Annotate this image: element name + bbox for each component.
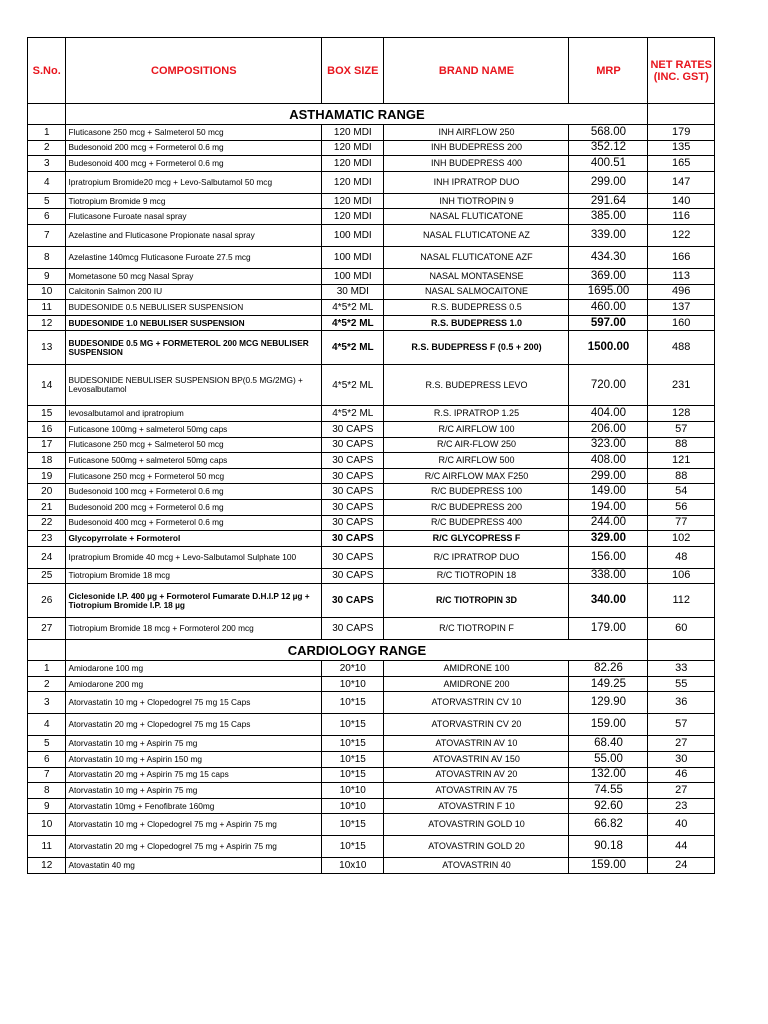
table-row bbox=[28, 193, 715, 209]
cell-brand: ATOVASTRIN AV 20 bbox=[384, 767, 569, 783]
cell-sno: 6 bbox=[28, 752, 66, 768]
cell-net: 40 bbox=[648, 814, 715, 836]
cell-brand: R/C GLYCOPRESS F bbox=[384, 531, 569, 547]
cell-sno: 10 bbox=[28, 814, 66, 836]
cell-box: 30 CAPS bbox=[322, 584, 384, 618]
cell-box: 30 CAPS bbox=[322, 546, 384, 568]
cell-brand: R/C AIRFLOW 100 bbox=[384, 421, 569, 437]
table-row bbox=[28, 140, 715, 156]
table-row bbox=[28, 300, 715, 316]
cell-brand: NASAL FLUTICATONE AZ bbox=[384, 224, 569, 246]
cell-sno: 4 bbox=[28, 171, 66, 193]
section-title: ASTHAMATIC RANGE bbox=[66, 104, 648, 125]
cell-mrp: 460.00 bbox=[569, 300, 648, 316]
cell-box: 10*15 bbox=[322, 767, 384, 783]
header-row bbox=[28, 38, 715, 104]
cell-net: 57 bbox=[648, 714, 715, 736]
cell-net: 231 bbox=[648, 365, 715, 406]
cell-net: 56 bbox=[648, 499, 715, 515]
cell-comp: Atorvastatin 20 mg + Clopedogrel 75 mg + Aspirin 75 mg bbox=[66, 836, 322, 858]
cell-brand: ATORVASTRIN CV 10 bbox=[384, 692, 569, 714]
cell-net: 488 bbox=[648, 331, 715, 365]
cell-comp: Atorvastatin 10 mg + Aspirin 75 mg bbox=[66, 736, 322, 752]
cell-mrp: 149.25 bbox=[569, 676, 648, 692]
table-row bbox=[28, 546, 715, 568]
cell-net: 88 bbox=[648, 468, 715, 484]
cell-sno: 24 bbox=[28, 546, 66, 568]
cell-box: 120 MDI bbox=[322, 156, 384, 172]
table-row bbox=[28, 125, 715, 141]
cell-comp: Calcitonin Salmon 200 IU bbox=[66, 284, 322, 300]
cell-sno: 2 bbox=[28, 676, 66, 692]
header-box-size: BOX SIZE bbox=[322, 38, 384, 104]
table-row bbox=[28, 515, 715, 531]
cell-box: 4*5*2 ML bbox=[322, 365, 384, 406]
cell-box: 120 MDI bbox=[322, 209, 384, 225]
section-header-spacer bbox=[28, 104, 66, 125]
cell-net: 30 bbox=[648, 752, 715, 768]
cell-box: 30 CAPS bbox=[322, 568, 384, 584]
cell-sno: 27 bbox=[28, 618, 66, 640]
cell-brand: ATOVASTRIN 40 bbox=[384, 858, 569, 874]
header-net-rates: NET RATES (INC. GST) bbox=[648, 38, 715, 104]
cell-net: 54 bbox=[648, 484, 715, 500]
table-row bbox=[28, 767, 715, 783]
cell-sno: 2 bbox=[28, 140, 66, 156]
cell-brand: R/C IPRATROP DUO bbox=[384, 546, 569, 568]
price-list-table bbox=[27, 37, 715, 874]
cell-net: 27 bbox=[648, 783, 715, 799]
cell-mrp: 159.00 bbox=[569, 714, 648, 736]
table-row bbox=[28, 836, 715, 858]
cell-net: 102 bbox=[648, 531, 715, 547]
cell-mrp: 369.00 bbox=[569, 268, 648, 284]
cell-sno: 20 bbox=[28, 484, 66, 500]
cell-box: 30 CAPS bbox=[322, 421, 384, 437]
cell-brand: R/C AIRFLOW MAX F250 bbox=[384, 468, 569, 484]
cell-net: 113 bbox=[648, 268, 715, 284]
cell-box: 100 MDI bbox=[322, 268, 384, 284]
cell-brand: R.S. BUDEPRESS 0.5 bbox=[384, 300, 569, 316]
cell-brand: INH BUDEPRESS 200 bbox=[384, 140, 569, 156]
table-row bbox=[28, 209, 715, 225]
cell-net: 106 bbox=[648, 568, 715, 584]
cell-comp: Fluticasone 250 mcg + Salmeterol 50 mcg bbox=[66, 437, 322, 453]
table-row bbox=[28, 783, 715, 799]
cell-box: 10*15 bbox=[322, 814, 384, 836]
cell-box: 30 CAPS bbox=[322, 531, 384, 547]
cell-mrp: 352.12 bbox=[569, 140, 648, 156]
cell-box: 4*5*2 ML bbox=[322, 406, 384, 422]
cell-brand: R.S. BUDEPRESS F (0.5 + 200) bbox=[384, 331, 569, 365]
cell-net: 27 bbox=[648, 736, 715, 752]
cell-sno: 3 bbox=[28, 692, 66, 714]
cell-comp: Ipratropium Bromide 40 mcg + Levo-Salbutamol Sulphate 100 bbox=[66, 546, 322, 568]
cell-comp: Atorvastatin 10 mg + Aspirin 150 mg bbox=[66, 752, 322, 768]
cell-comp: Atorvastatin 10 mg + Clopedogrel 75 mg + Aspirin 75 mg bbox=[66, 814, 322, 836]
cell-brand: R/C TIOTROPIN 3D bbox=[384, 584, 569, 618]
cell-box: 30 CAPS bbox=[322, 484, 384, 500]
cell-sno: 14 bbox=[28, 365, 66, 406]
cell-comp: Fluticasone 250 mcg + Formeterol 50 mcg bbox=[66, 468, 322, 484]
cell-mrp: 299.00 bbox=[569, 468, 648, 484]
cell-sno: 15 bbox=[28, 406, 66, 422]
cell-brand: R/C BUDEPRESS 100 bbox=[384, 484, 569, 500]
cell-brand: AMIDRONE 100 bbox=[384, 661, 569, 677]
cell-brand: R/C AIR-FLOW 250 bbox=[384, 437, 569, 453]
table-row bbox=[28, 736, 715, 752]
cell-sno: 7 bbox=[28, 224, 66, 246]
cell-comp: Tiotropium Bromide 18 mcg + Formoterol 200 mcg bbox=[66, 618, 322, 640]
cell-comp: BUDESONIDE NEBULISER SUSPENSION BP(0.5 MG/2MG) + Levosalbutamol bbox=[66, 365, 322, 406]
cell-mrp: 179.00 bbox=[569, 618, 648, 640]
cell-brand: ATOVASTRIN GOLD 10 bbox=[384, 814, 569, 836]
cell-sno: 26 bbox=[28, 584, 66, 618]
table-row bbox=[28, 676, 715, 692]
cell-net: 116 bbox=[648, 209, 715, 225]
header-brand-name: BRAND NAME bbox=[384, 38, 569, 104]
cell-comp: Azelastine and Fluticasone Propionate nasal spray bbox=[66, 224, 322, 246]
cell-box: 30 CAPS bbox=[322, 453, 384, 469]
table-row bbox=[28, 531, 715, 547]
cell-box: 30 CAPS bbox=[322, 618, 384, 640]
cell-brand: ATOVASTRIN AV 75 bbox=[384, 783, 569, 799]
cell-sno: 6 bbox=[28, 209, 66, 225]
cell-mrp: 329.00 bbox=[569, 531, 648, 547]
cell-box: 100 MDI bbox=[322, 246, 384, 268]
cell-comp: Glycopyrrolate + Formoterol bbox=[66, 531, 322, 547]
table-row bbox=[28, 499, 715, 515]
cell-mrp: 74.55 bbox=[569, 783, 648, 799]
cell-comp: Futicasone 500mg + salmeterol 50mg caps bbox=[66, 453, 322, 469]
cell-mrp: 66.82 bbox=[569, 814, 648, 836]
cell-comp: Tiotropium Bromide 9 mcg bbox=[66, 193, 322, 209]
cell-mrp: 1695.00 bbox=[569, 284, 648, 300]
cell-brand: NASAL FLUTICATONE bbox=[384, 209, 569, 225]
cell-comp: Atovastatin 40 mg bbox=[66, 858, 322, 874]
cell-sno: 8 bbox=[28, 246, 66, 268]
cell-box: 30 CAPS bbox=[322, 515, 384, 531]
cell-net: 24 bbox=[648, 858, 715, 874]
cell-net: 135 bbox=[648, 140, 715, 156]
cell-comp: Budesonoid 200 mcg + Formeterol 0.6 mg bbox=[66, 499, 322, 515]
table-row bbox=[28, 814, 715, 836]
cell-net: 112 bbox=[648, 584, 715, 618]
cell-mrp: 323.00 bbox=[569, 437, 648, 453]
section-header-spacer bbox=[648, 104, 715, 125]
cell-box: 4*5*2 ML bbox=[322, 315, 384, 331]
cell-mrp: 404.00 bbox=[569, 406, 648, 422]
table-row bbox=[28, 484, 715, 500]
cell-brand: R/C BUDEPRESS 200 bbox=[384, 499, 569, 515]
cell-mrp: 339.00 bbox=[569, 224, 648, 246]
cell-mrp: 597.00 bbox=[569, 315, 648, 331]
cell-comp: Fluticasone Furoate nasal spray bbox=[66, 209, 322, 225]
cell-comp: BUDESONIDE 1.0 NEBULISER SUSPENSION bbox=[66, 315, 322, 331]
cell-box: 120 MDI bbox=[322, 193, 384, 209]
cell-net: 137 bbox=[648, 300, 715, 316]
cell-sno: 12 bbox=[28, 858, 66, 874]
cell-mrp: 244.00 bbox=[569, 515, 648, 531]
cell-brand: NASAL MONTASENSE bbox=[384, 268, 569, 284]
cell-sno: 19 bbox=[28, 468, 66, 484]
cell-comp: Mometasone 50 mcg Nasal Spray bbox=[66, 268, 322, 284]
cell-brand: R.S. IPRATROP 1.25 bbox=[384, 406, 569, 422]
cell-box: 10*15 bbox=[322, 752, 384, 768]
cell-brand: INH AIRFLOW 250 bbox=[384, 125, 569, 141]
cell-brand: R/C TIOTROPIN F bbox=[384, 618, 569, 640]
cell-box: 30 CAPS bbox=[322, 499, 384, 515]
cell-brand: ATOVASTRIN AV 150 bbox=[384, 752, 569, 768]
cell-sno: 16 bbox=[28, 421, 66, 437]
cell-mrp: 156.00 bbox=[569, 546, 648, 568]
cell-box: 10*15 bbox=[322, 714, 384, 736]
cell-comp: Atorvastatin 10 mg + Clopedogrel 75 mg 15 Caps bbox=[66, 692, 322, 714]
cell-mrp: 206.00 bbox=[569, 421, 648, 437]
cell-comp: Tiotropium Bromide 18 mcg bbox=[66, 568, 322, 584]
cell-box: 120 MDI bbox=[322, 140, 384, 156]
cell-sno: 4 bbox=[28, 714, 66, 736]
cell-net: 33 bbox=[648, 661, 715, 677]
cell-comp: BUDESONIDE 0.5 MG + FORMETEROL 200 MCG NEBULISER SUSPENSION bbox=[66, 331, 322, 365]
table-row bbox=[28, 692, 715, 714]
cell-brand: R/C BUDEPRESS 400 bbox=[384, 515, 569, 531]
table-row bbox=[28, 315, 715, 331]
cell-net: 496 bbox=[648, 284, 715, 300]
table-row bbox=[28, 858, 715, 874]
table-row bbox=[28, 798, 715, 814]
cell-box: 30 MDI bbox=[322, 284, 384, 300]
cell-mrp: 129.90 bbox=[569, 692, 648, 714]
cell-mrp: 159.00 bbox=[569, 858, 648, 874]
cell-box: 20*10 bbox=[322, 661, 384, 677]
cell-brand: NASAL SALMOCAITONE bbox=[384, 284, 569, 300]
cell-box: 10*10 bbox=[322, 798, 384, 814]
cell-mrp: 92.60 bbox=[569, 798, 648, 814]
cell-comp: Azelastine 140mcg Fluticasone Furoate 27.5 mcg bbox=[66, 246, 322, 268]
cell-net: 147 bbox=[648, 171, 715, 193]
table-row bbox=[28, 661, 715, 677]
cell-brand: INH BUDEPRESS 400 bbox=[384, 156, 569, 172]
cell-sno: 5 bbox=[28, 736, 66, 752]
cell-net: 166 bbox=[648, 246, 715, 268]
cell-mrp: 299.00 bbox=[569, 171, 648, 193]
cell-box: 100 MDI bbox=[322, 224, 384, 246]
cell-sno: 1 bbox=[28, 661, 66, 677]
table-row bbox=[28, 331, 715, 365]
cell-comp: Fluticasone 250 mcg + Salmeterol 50 mcg bbox=[66, 125, 322, 141]
cell-net: 46 bbox=[648, 767, 715, 783]
cell-brand: R.S. BUDEPRESS 1.0 bbox=[384, 315, 569, 331]
cell-sno: 1 bbox=[28, 125, 66, 141]
header-compositions: COMPOSITIONS bbox=[66, 38, 322, 104]
cell-comp: Ipratropium Bromide20 mcg + Levo-Salbutamol 50 mcg bbox=[66, 171, 322, 193]
table-row bbox=[28, 437, 715, 453]
table-row bbox=[28, 714, 715, 736]
cell-box: 10x10 bbox=[322, 858, 384, 874]
section-header-spacer bbox=[648, 640, 715, 661]
cell-net: 165 bbox=[648, 156, 715, 172]
cell-net: 128 bbox=[648, 406, 715, 422]
header-mrp: MRP bbox=[569, 38, 648, 104]
cell-sno: 12 bbox=[28, 315, 66, 331]
cell-box: 4*5*2 ML bbox=[322, 300, 384, 316]
cell-comp: levosalbutamol and ipratropium bbox=[66, 406, 322, 422]
cell-brand: ATOVASTRIN GOLD 20 bbox=[384, 836, 569, 858]
cell-comp: Budesonoid 400 mcg + Formeterol 0.6 mg bbox=[66, 515, 322, 531]
cell-brand: ATOVASTRIN F 10 bbox=[384, 798, 569, 814]
cell-mrp: 720.00 bbox=[569, 365, 648, 406]
cell-mrp: 385.00 bbox=[569, 209, 648, 225]
cell-brand: R.S. BUDEPRESS LEVO bbox=[384, 365, 569, 406]
cell-box: 10*15 bbox=[322, 836, 384, 858]
table-row bbox=[28, 284, 715, 300]
table-row bbox=[28, 365, 715, 406]
cell-net: 160 bbox=[648, 315, 715, 331]
cell-box: 30 CAPS bbox=[322, 437, 384, 453]
cell-mrp: 291.64 bbox=[569, 193, 648, 209]
cell-sno: 17 bbox=[28, 437, 66, 453]
section-header-row bbox=[28, 104, 715, 125]
table-row bbox=[28, 156, 715, 172]
cell-sno: 10 bbox=[28, 284, 66, 300]
cell-mrp: 55.00 bbox=[569, 752, 648, 768]
header-sno: S.No. bbox=[28, 38, 66, 104]
cell-sno: 11 bbox=[28, 300, 66, 316]
cell-net: 179 bbox=[648, 125, 715, 141]
cell-net: 60 bbox=[648, 618, 715, 640]
cell-net: 55 bbox=[648, 676, 715, 692]
cell-mrp: 408.00 bbox=[569, 453, 648, 469]
cell-box: 10*10 bbox=[322, 676, 384, 692]
section-title: CARDIOLOGY RANGE bbox=[66, 640, 648, 661]
table-row bbox=[28, 406, 715, 422]
cell-mrp: 149.00 bbox=[569, 484, 648, 500]
cell-net: 77 bbox=[648, 515, 715, 531]
cell-brand: ATORVASTRIN CV 20 bbox=[384, 714, 569, 736]
cell-net: 140 bbox=[648, 193, 715, 209]
cell-mrp: 1500.00 bbox=[569, 331, 648, 365]
cell-brand: AMIDRONE 200 bbox=[384, 676, 569, 692]
cell-comp: Ciclesonide I.P. 400 µg + Formoterol Fumarate D.H.I.P 12 µg + Tiotropium Bromide I.P. 18 µg bbox=[66, 584, 322, 618]
cell-sno: 22 bbox=[28, 515, 66, 531]
table-row bbox=[28, 752, 715, 768]
cell-box: 120 MDI bbox=[322, 125, 384, 141]
cell-sno: 25 bbox=[28, 568, 66, 584]
cell-sno: 7 bbox=[28, 767, 66, 783]
table-row bbox=[28, 568, 715, 584]
cell-sno: 23 bbox=[28, 531, 66, 547]
cell-net: 88 bbox=[648, 437, 715, 453]
cell-comp: Budesonoid 200 mcg + Formeterol 0.6 mg bbox=[66, 140, 322, 156]
table-row bbox=[28, 224, 715, 246]
cell-net: 44 bbox=[648, 836, 715, 858]
cell-brand: INH IPRATROP DUO bbox=[384, 171, 569, 193]
cell-net: 122 bbox=[648, 224, 715, 246]
cell-box: 10*15 bbox=[322, 736, 384, 752]
cell-comp: Amiodarone 200 mg bbox=[66, 676, 322, 692]
cell-comp: Futicasone 100mg + salmeterol 50mg caps bbox=[66, 421, 322, 437]
table-row bbox=[28, 618, 715, 640]
cell-box: 120 MDI bbox=[322, 171, 384, 193]
cell-sno: 9 bbox=[28, 798, 66, 814]
cell-mrp: 400.51 bbox=[569, 156, 648, 172]
cell-brand: INH TIOTROPIN 9 bbox=[384, 193, 569, 209]
cell-brand: NASAL FLUTICATONE AZF bbox=[384, 246, 569, 268]
cell-mrp: 90.18 bbox=[569, 836, 648, 858]
cell-sno: 13 bbox=[28, 331, 66, 365]
cell-net: 121 bbox=[648, 453, 715, 469]
cell-brand: R/C AIRFLOW 500 bbox=[384, 453, 569, 469]
cell-net: 48 bbox=[648, 546, 715, 568]
table-row bbox=[28, 421, 715, 437]
cell-mrp: 340.00 bbox=[569, 584, 648, 618]
cell-sno: 9 bbox=[28, 268, 66, 284]
cell-mrp: 68.40 bbox=[569, 736, 648, 752]
cell-sno: 8 bbox=[28, 783, 66, 799]
cell-comp: Amiodarone 100 mg bbox=[66, 661, 322, 677]
cell-comp: Atorvastatin 10 mg + Aspirin 75 mg bbox=[66, 783, 322, 799]
cell-comp: Atorvastatin 20 mg + Aspirin 75 mg 15 caps bbox=[66, 767, 322, 783]
cell-sno: 5 bbox=[28, 193, 66, 209]
cell-box: 10*15 bbox=[322, 692, 384, 714]
cell-box: 4*5*2 ML bbox=[322, 331, 384, 365]
cell-net: 57 bbox=[648, 421, 715, 437]
cell-box: 10*10 bbox=[322, 783, 384, 799]
cell-box: 30 CAPS bbox=[322, 468, 384, 484]
table-row bbox=[28, 468, 715, 484]
table-row bbox=[28, 246, 715, 268]
cell-mrp: 132.00 bbox=[569, 767, 648, 783]
cell-sno: 21 bbox=[28, 499, 66, 515]
cell-net: 23 bbox=[648, 798, 715, 814]
cell-comp: Atorvastatin 20 mg + Clopedogrel 75 mg 15 Caps bbox=[66, 714, 322, 736]
cell-sno: 3 bbox=[28, 156, 66, 172]
cell-sno: 11 bbox=[28, 836, 66, 858]
table-row bbox=[28, 453, 715, 469]
cell-comp: BUDESONIDE 0.5 NEBULISER SUSPENSION bbox=[66, 300, 322, 316]
cell-sno: 18 bbox=[28, 453, 66, 469]
cell-mrp: 568.00 bbox=[569, 125, 648, 141]
cell-comp: Atorvastatin 10mg + Fenofibrate 160mg bbox=[66, 798, 322, 814]
section-header-spacer bbox=[28, 640, 66, 661]
cell-net: 36 bbox=[648, 692, 715, 714]
cell-mrp: 434.30 bbox=[569, 246, 648, 268]
table-row bbox=[28, 584, 715, 618]
section-header-row bbox=[28, 640, 715, 661]
table-row bbox=[28, 268, 715, 284]
cell-comp: Budesonoid 100 mcg + Formeterol 0.6 mg bbox=[66, 484, 322, 500]
cell-mrp: 338.00 bbox=[569, 568, 648, 584]
cell-brand: R/C TIOTROPIN 18 bbox=[384, 568, 569, 584]
cell-mrp: 82.26 bbox=[569, 661, 648, 677]
cell-brand: ATOVASTRIN AV 10 bbox=[384, 736, 569, 752]
table-row bbox=[28, 171, 715, 193]
cell-mrp: 194.00 bbox=[569, 499, 648, 515]
cell-comp: Budesonoid 400 mcg + Formeterol 0.6 mg bbox=[66, 156, 322, 172]
